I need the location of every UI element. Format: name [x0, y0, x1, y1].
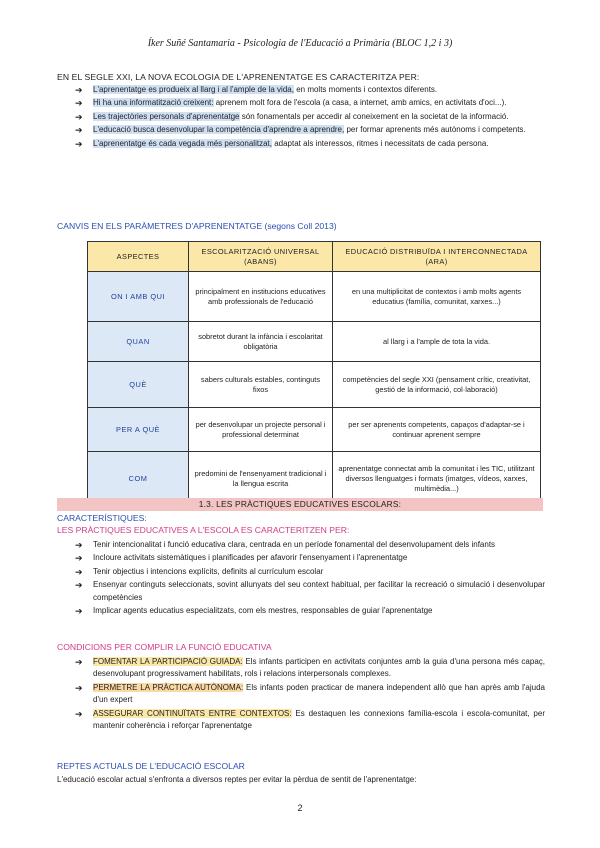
- list-item: ➔ Hi ha una informatització creixent: aprenem molt fora de l'escola (a casa, a internet, amb amics, en activitats d'oci...).: [75, 98, 507, 109]
- conditions-list: [75, 656, 545, 733]
- arrow-icon: ➔: [75, 553, 83, 564]
- before-cell: sobretot durant la infància i escolaritat obligatòria: [189, 322, 333, 362]
- now-cell: aprenentatge connectat amb la comunitat i les TIC, utilitzant diversos llenguatges i formats (imatges, vídeos, xarxes, multimèdia...): [333, 452, 541, 506]
- now-cell: al llarg i a l'ample de tota la vida.: [333, 322, 541, 362]
- before-cell: predomini de l'ensenyament tradicional i la llengua escrita: [189, 452, 333, 506]
- arrow-icon: ➔: [75, 138, 83, 149]
- table-title: CANVIS EN ELS PARÀMETRES D'APRENENTATGE (segons Coll 2013): [57, 221, 337, 231]
- list-item: ➔ Les trajectòries personals d'aprenentatge són fonamentals per accedir al coneixement en la societat de la informació.: [75, 111, 509, 122]
- column-header: EDUCACIÓ DISTRIBUÏDA I INTERCONNECTADA (ARA): [333, 242, 541, 272]
- list-item: ➔ Tenir objectius i intencions explícits, definits al currículum escolar: [75, 566, 324, 577]
- list-item: ➔ FOMENTAR LA PARTICIPACIÓ GUIADA: Els infants participen en activitats conjuntes amb la guia d'una persona més capaç, desenvolupant progressivament habilitats, rols i relacions interpersonals complexes.: [75, 657, 545, 679]
- page-header: Íker Suñé Santamaria - Psicologia de l'Educació a Primària (BLOC 1,2 i 3): [147, 38, 453, 49]
- arrow-icon: ➔: [75, 566, 83, 577]
- before-cell: principalment en institucions educatives amb professionals de l'educació: [189, 272, 333, 322]
- list-item: ➔ PERMETRE LA PRÀCTICA AUTÒNOMA: Els infants poden practicar de manera independent allò que han après amb l'ajuda d'un expert: [75, 682, 545, 705]
- arrow-icon: ➔: [75, 540, 83, 550]
- list-item: ➔ Ensenyar continguts seleccionats, sovint allunyats del seu context habitual, per facilitar la recreació o simulació i desenvolupar competències: [75, 580, 545, 602]
- section-title: CARACTERÍSTIQUES:: [57, 513, 147, 523]
- arrow-icon: ➔: [75, 125, 83, 136]
- list-item: ➔ ASSEGURAR CONTINUÏTATS ENTRE CONTEXTOS: Es destaquen les connexions família-escola i escola-comunitat, per mantenir coherència i reforçar l'aprenentatge: [75, 708, 545, 731]
- arrow-icon: ➔: [75, 606, 83, 617]
- conditions-title: CONDICIONS PER COMPLIR LA FUNCIÓ EDUCATIVA: [57, 642, 272, 652]
- now-cell: en una multiplicitat de contextos i amb molts agents educatius (família, comunitat, xarxes...): [333, 272, 541, 322]
- arrow-icon: ➔: [75, 111, 83, 122]
- arrow-icon: ➔: [75, 682, 83, 693]
- aspect-cell: PER A QUÈ: [88, 408, 189, 452]
- practices-list: [75, 539, 545, 618]
- aspect-cell: QUAN: [88, 322, 189, 362]
- column-header: ESCOLARITZACIÓ UNIVERSAL (ABANS): [189, 242, 333, 272]
- arrow-icon: ➔: [75, 580, 83, 591]
- list-item: ➔ L'aprenentatge es produeix al llarg i al l'ample de la vida, en molts moments i contextos diferents.: [75, 85, 438, 95]
- table-row: [88, 272, 541, 322]
- comparison-table: [87, 241, 541, 506]
- aspect-cell: COM: [88, 452, 189, 506]
- table-row: [88, 362, 541, 408]
- aspect-cell: QUÈ: [88, 362, 189, 408]
- list-item: ➔ L'aprenentatge és cada vegada més personalitzat, adaptat als interessos, ritmes i necessitats de cada persona.: [75, 138, 489, 149]
- list-item: ➔ Incloure activitats sistemàtiques i planificades per afavorir l'ensenyament i l'aprenentatge: [75, 553, 408, 564]
- challenges-text: L'educació escolar actual s'enfronta a diversos reptes per evitar la pèrdua de sentit de l'aprenentatge:: [57, 775, 417, 784]
- column-header: ASPECTES: [88, 242, 189, 272]
- now-cell: competències del segle XXI (pensament crític, creativitat, gestió de la informació, col·laboració): [333, 362, 541, 408]
- table-row: [88, 408, 541, 452]
- now-cell: per ser aprenents competents, capaços d'adaptar-se i continuar aprenent sempre: [333, 408, 541, 452]
- section-bar: 1.3. LES PRÀCTIQUES EDUCATIVES ESCOLARS:: [57, 498, 543, 511]
- before-cell: per desenvolupar un projecte personal i professional determinat: [189, 408, 333, 452]
- intro-list: [75, 84, 545, 151]
- list-item: ➔ Tenir intencionalitat i funció educativa clara, centrada en un període fonamental del desenvolupament dels infants: [75, 540, 496, 550]
- arrow-icon: ➔: [75, 657, 83, 667]
- list-item: ➔ L'educació busca desenvolupar la competència d'aprendre a aprendre, per formar aprenents més autònoms i competents.: [75, 125, 526, 136]
- page-number: 2: [297, 803, 303, 813]
- intro-heading: EN EL SEGLE XXI, LA NOVA ECOLOGIA DE L'APRENENTATGE ES CARACTERITZA PER:: [57, 72, 420, 82]
- table-row: [88, 322, 541, 362]
- aspect-cell: ON I AMB QUI: [88, 272, 189, 322]
- list-item: ➔ Implicar agents educatius especialitzats, com els mestres, responsables de guiar l'aprenentatge: [75, 606, 433, 617]
- before-cell: sabers culturals estables, continguts fixos: [189, 362, 333, 408]
- arrow-icon: ➔: [75, 708, 83, 719]
- section-subtitle: LES PRÀCTIQUES EDUCATIVES A L'ESCOLA ES CARACTERITZEN PER:: [57, 525, 350, 535]
- challenges-title: REPTES ACTUALS DE L'EDUCACIÓ ESCOLAR: [57, 761, 245, 771]
- arrow-icon: ➔: [75, 98, 83, 109]
- arrow-icon: ➔: [75, 85, 83, 95]
